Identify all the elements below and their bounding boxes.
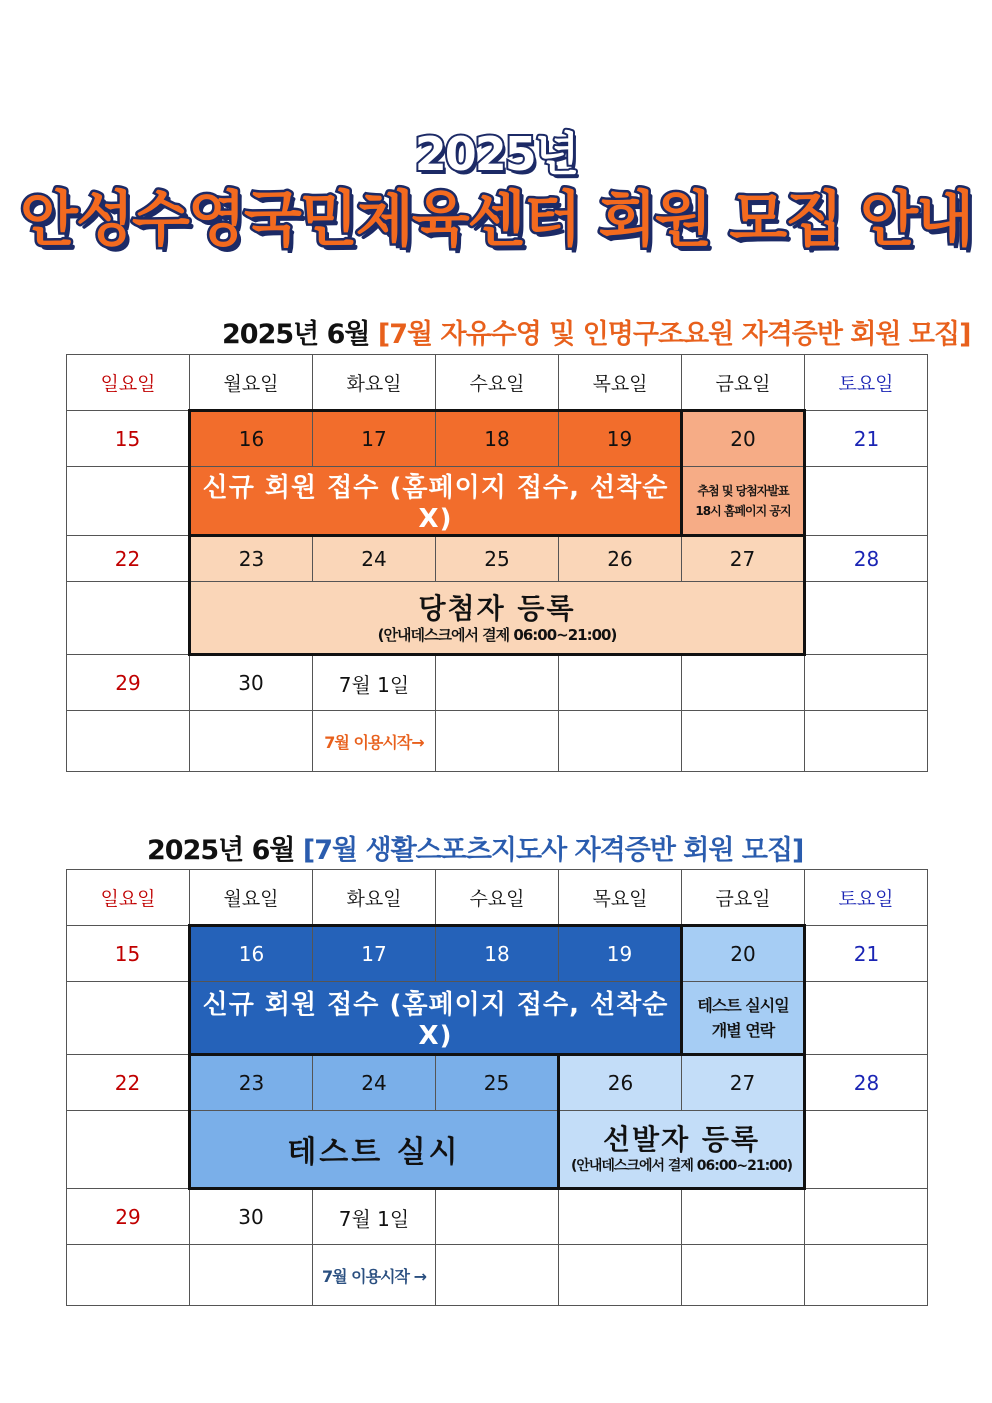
date-cell: 20 xyxy=(682,411,805,467)
date-cell: 24 xyxy=(313,536,436,582)
weekday-fri: 금요일 xyxy=(682,870,805,926)
header-year: 2025년 xyxy=(414,127,578,181)
empty-cell xyxy=(805,582,928,655)
date-cell: 29 xyxy=(67,655,190,711)
date-cell: 29 xyxy=(67,1189,190,1245)
weekday-tue: 화요일 xyxy=(313,870,436,926)
empty-cell xyxy=(436,655,559,711)
lottery-line2: 18시 홈페이지 공지 xyxy=(695,503,791,518)
date-cell: 19 xyxy=(559,926,682,982)
empty-cell xyxy=(682,655,805,711)
date-cell: 25 xyxy=(436,536,559,582)
calendar-section2 xyxy=(66,869,928,1306)
calendar-section1 xyxy=(66,354,928,772)
empty-cell xyxy=(436,1245,559,1306)
empty-cell xyxy=(805,982,928,1055)
date-cell: 20 xyxy=(682,926,805,982)
date-cell: 22 xyxy=(67,1055,190,1111)
section1-date-label: 2025년 6월 xyxy=(222,319,370,350)
empty-cell xyxy=(67,467,190,536)
lottery-notice xyxy=(682,467,805,536)
weekday-sat: 토요일 xyxy=(805,355,928,411)
weekday-header-row xyxy=(67,870,928,926)
empty-cell xyxy=(67,582,190,655)
date-cell: 26 xyxy=(559,536,682,582)
empty-cell xyxy=(559,1245,682,1306)
date-cell: 27 xyxy=(682,536,805,582)
weekday-sat: 토요일 xyxy=(805,870,928,926)
empty-cell xyxy=(805,1111,928,1189)
empty-cell xyxy=(682,711,805,772)
date-cell: 15 xyxy=(67,926,190,982)
empty-cell xyxy=(559,655,682,711)
empty-cell xyxy=(67,1111,190,1189)
weekday-wed: 수요일 xyxy=(436,870,559,926)
start-note-cell xyxy=(313,1245,436,1306)
test-run-label: 테스트 실시 xyxy=(287,1135,461,1170)
date-cell: 17 xyxy=(313,926,436,982)
week-row-dates xyxy=(67,655,928,711)
winner-registration xyxy=(190,582,805,655)
date-cell: 26 xyxy=(559,1055,682,1111)
section2-date-label: 2025년 6월 xyxy=(147,835,295,866)
empty-cell xyxy=(190,1245,313,1306)
week-row-events xyxy=(67,467,928,536)
week-row-dates xyxy=(67,536,928,582)
empty-cell xyxy=(805,1189,928,1245)
empty-cell xyxy=(805,711,928,772)
empty-cell xyxy=(190,711,313,772)
weekday-sun: 일요일 xyxy=(67,355,190,411)
signup-label: 신규 회원 접수 (홈페이지 접수, 선착순X) xyxy=(202,990,669,1051)
usage-start-note: 7월 이용시작→ xyxy=(324,733,424,752)
date-cell: 21 xyxy=(805,926,928,982)
lottery-line1: 추첨 및 당첨자발표 xyxy=(697,483,789,498)
empty-cell xyxy=(436,1189,559,1245)
date-cell: 16 xyxy=(190,411,313,467)
week-row-dates xyxy=(67,926,928,982)
empty-cell xyxy=(682,1189,805,1245)
start-note-cell xyxy=(313,711,436,772)
section1-heading: [7월 자유수영 및 인명구조요원 자격증반 회원 모집] xyxy=(377,319,971,350)
date-cell: 30 xyxy=(190,1189,313,1245)
date-cell: 7월 1일 xyxy=(313,1189,436,1245)
winner-registration-title: 당첨자 등록 xyxy=(418,591,576,625)
empty-cell xyxy=(682,1245,805,1306)
date-cell: 17 xyxy=(313,411,436,467)
date-cell: 18 xyxy=(436,926,559,982)
weekday-fri: 금요일 xyxy=(682,355,805,411)
date-cell: 28 xyxy=(805,1055,928,1111)
weekday-mon: 월요일 xyxy=(190,355,313,411)
test-period xyxy=(190,1111,559,1189)
date-cell: 16 xyxy=(190,926,313,982)
empty-cell xyxy=(67,1245,190,1306)
selected-registration-title: 선발자 등록 xyxy=(603,1123,760,1156)
empty-cell xyxy=(67,982,190,1055)
date-cell: 24 xyxy=(313,1055,436,1111)
date-cell: 27 xyxy=(682,1055,805,1111)
date-cell: 28 xyxy=(805,536,928,582)
page-title: 안성수영국민체육센터 회원 모집 안내 xyxy=(19,185,973,255)
signup-period xyxy=(190,467,682,536)
selected-registration-note: (안내데스크에서 결제 06:00~21:00) xyxy=(570,1158,793,1174)
test-notice-line2: 개별 연락 xyxy=(711,1020,775,1040)
empty-cell xyxy=(805,655,928,711)
test-notice-line1: 테스트 실시일 xyxy=(697,995,789,1015)
weekday-wed: 수요일 xyxy=(436,355,559,411)
date-cell: 22 xyxy=(67,536,190,582)
signup-period xyxy=(190,982,682,1055)
section2-title xyxy=(147,828,803,867)
week-row-events xyxy=(67,1245,928,1306)
weekday-tue: 화요일 xyxy=(313,355,436,411)
empty-cell xyxy=(67,711,190,772)
weekday-thu: 목요일 xyxy=(559,355,682,411)
empty-cell xyxy=(559,1189,682,1245)
test-date-notice xyxy=(682,982,805,1055)
selected-registration xyxy=(559,1111,805,1189)
empty-cell xyxy=(436,711,559,772)
usage-start-note: 7월 이용시작 → xyxy=(322,1267,426,1286)
signup-label: 신규 회원 접수 (홈페이지 접수, 선착순X) xyxy=(202,473,669,534)
week-row-events xyxy=(67,711,928,772)
section1-title xyxy=(222,312,970,351)
week-row-dates xyxy=(67,1189,928,1245)
section2-heading: [7월 생활스포츠지도사 자격증반 회원 모집] xyxy=(302,835,804,866)
weekday-header-row xyxy=(67,355,928,411)
date-cell: 30 xyxy=(190,655,313,711)
date-cell: 15 xyxy=(67,411,190,467)
weekday-mon: 월요일 xyxy=(190,870,313,926)
week-row-events xyxy=(67,982,928,1055)
date-cell: 18 xyxy=(436,411,559,467)
weekday-sun: 일요일 xyxy=(67,870,190,926)
week-row-events xyxy=(67,1111,928,1189)
weekday-thu: 목요일 xyxy=(559,870,682,926)
date-cell: 25 xyxy=(436,1055,559,1111)
week-row-events xyxy=(67,582,928,655)
winner-registration-note: (안내데스크에서 결제 06:00~21:00) xyxy=(377,625,617,644)
date-cell: 21 xyxy=(805,411,928,467)
empty-cell xyxy=(805,1245,928,1306)
date-cell: 7월 1일 xyxy=(313,655,436,711)
empty-cell xyxy=(805,467,928,536)
date-cell: 23 xyxy=(190,1055,313,1111)
empty-cell xyxy=(559,711,682,772)
date-cell: 23 xyxy=(190,536,313,582)
week-row-dates xyxy=(67,1055,928,1111)
week-row-dates xyxy=(67,411,928,467)
date-cell: 19 xyxy=(559,411,682,467)
